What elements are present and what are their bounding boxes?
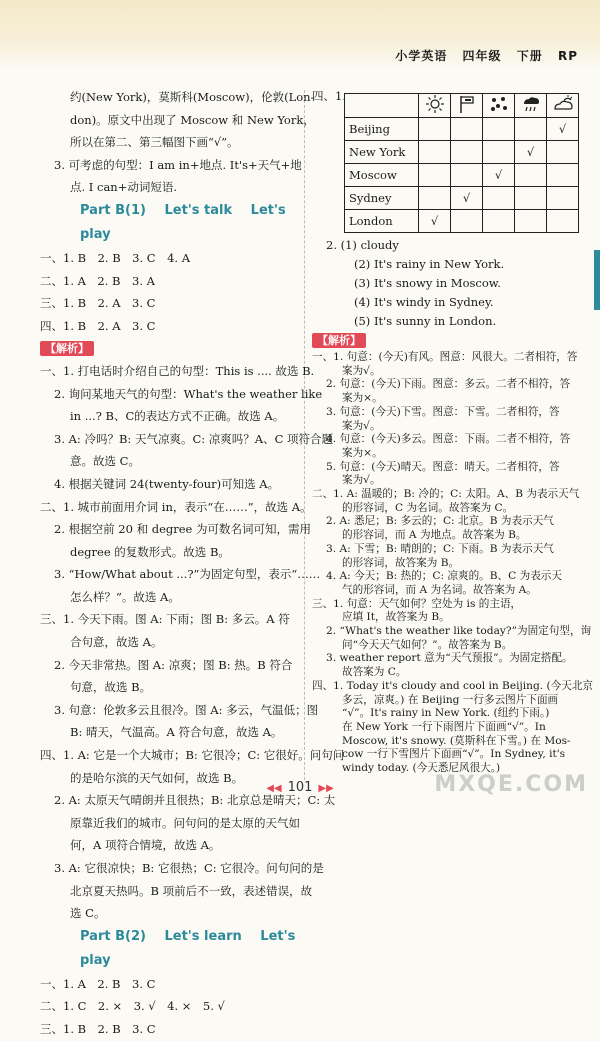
explanation-line: 三、1. 句意：天气如何？空处为 is 的主语， [312, 597, 522, 610]
explanation-line: 2. A: 太原天气晴朗并且很热；B: 北京总是晴天；C: 太 [54, 793, 336, 808]
part-name: Part B(1) [80, 202, 146, 218]
part-topic: Let's talk [164, 202, 233, 218]
mark-cell [483, 210, 515, 233]
explanation-line: 5. 句意：(今天)晴天。图意：晴天。二者相符，答 [326, 460, 560, 473]
table-row [345, 210, 579, 233]
table-header-row [345, 94, 579, 118]
book-header [385, 47, 578, 64]
answer-line: (4) It's windy in Sydney. [354, 295, 494, 309]
table-row [345, 164, 579, 187]
answer-line: 二、1. A 2. B 3. A [40, 273, 155, 288]
explanation-line: 3. A: 冷吗？B: 天气凉爽。C: 凉爽吗？A、C 项符合题 [54, 431, 334, 446]
city-name: New York [345, 141, 419, 164]
mark-cell [547, 141, 579, 164]
intro-line: 3. 可考虑的句型：I am in+地点. It's+天气+地 [54, 157, 302, 172]
explanation-line: 的形容词，而 A 为地点。故答案为 B。 [342, 529, 527, 542]
intro-line: don)。原文中出现了 Moscow 和 New York， [70, 112, 315, 127]
part-topic: Let's play [80, 928, 296, 968]
book-subject: 小学英语 [395, 49, 448, 63]
mark-cell [515, 210, 547, 233]
answer-line: 一、1. B 2. B 3. C 4. A [40, 250, 191, 265]
book-grade: 四年级 [462, 49, 502, 63]
explanation-line: 怎么样？”。故选 A。 [70, 589, 180, 604]
explanation-line: 2. 询问某地天气的句型：What's the weather like [54, 386, 323, 401]
explanation-line: 故答案为 C。 [342, 666, 407, 679]
analysis-badge: 【 解析 】 [312, 333, 366, 348]
mark-cell [451, 118, 483, 141]
table-row [345, 141, 579, 164]
part-b1-heading [40, 199, 300, 247]
mark-cell [419, 187, 451, 210]
windy-icon [451, 94, 483, 118]
explanation-line: 选 C。 [70, 906, 106, 921]
explanation-line: 气的形容词，而 A 为名词。故答案为 A。 [342, 583, 537, 596]
explanation-line: degree 的复数形式。故选 B。 [70, 544, 230, 559]
explanation-line: 案为×。 [342, 446, 383, 459]
part-topic: Let's play [80, 202, 286, 242]
answer-line: 一、1. A 2. B 3. C [40, 976, 156, 991]
explanation-line: 问“今天天气如何？”。故答案为 B。 [342, 638, 513, 651]
city-name: Moscow [345, 164, 419, 187]
left-column [40, 86, 345, 1041]
explanation-line: in ...? B、C的表达方式不正确。故选 A。 [70, 409, 285, 424]
table-row [345, 187, 579, 210]
answer-line: (2) It's rainy in New York. [354, 257, 505, 271]
explanation-line: 二、1. A: 温暖的；B: 冷的；C: 太阳。A、B 为表示天气 [312, 488, 580, 501]
watermark: MXQE.COM [434, 772, 588, 797]
explanation-line: 3. 句意：伦敦多云且很冷。图 A: 多云，气温低；图 [54, 702, 319, 717]
page-number-text: 101 [287, 780, 313, 795]
explanation-line: 的形容词，C 为名词。故答案为 C。 [342, 501, 514, 514]
explanation-line: 的是哈尔滨的天气如何，故选 B。 [70, 770, 244, 785]
explanation-line: 多云，凉爽。) 在 Beijing 一行多云图片下面画 [342, 693, 559, 706]
explanation-line: 3. weather report 意为“天气预报”。为固定搭配。 [326, 652, 573, 665]
explanation-line: 3. A: 它很凉快；B: 它很热；C: 它很冷。问句问的是 [54, 861, 324, 875]
cloudy-icon [547, 94, 579, 118]
answer-line: 三、1. B 2. A 3. C [40, 296, 156, 311]
explanation-line: 北京夏天热吗。B 项前后不一致，表述错误，故 [70, 883, 313, 898]
city-name: London [345, 210, 419, 233]
mark-cell [483, 118, 515, 141]
explanation-line: 四、1. Today it's cloudy and cool in Beijing. (今天北京 [312, 679, 594, 692]
answer-line: 二、1. C 2. × 3. √ 4. × 5. √ [40, 999, 225, 1014]
explanation-line: 何，A 项符合情境，故选 A。 [70, 838, 221, 853]
explanation-line: 案为×。 [342, 392, 383, 405]
book-volume: 下册 [516, 49, 543, 63]
right-column [312, 330, 594, 776]
weather-table [344, 93, 579, 233]
explanation-line: 原靠近我们的城市。问句问的是太原的天气如 [70, 815, 300, 830]
right-answers [312, 236, 577, 331]
mark-cell [547, 210, 579, 233]
explanation-line: 案为√。 [342, 474, 381, 487]
explanation-line: B: 晴天，气温高。A 符合句意，故选 A。 [70, 725, 283, 740]
explanation-line: 3. A: 下雪；B: 晴朗的；C: 下雨。B 为表示天气 [326, 542, 554, 555]
city-name: Sydney [345, 187, 419, 210]
explanation-line: 3. 句意：(今天)下雪。图意：下雪。二者相符，答 [326, 405, 560, 418]
mark-cell [419, 118, 451, 141]
answer-line: 三、1. B 2. B 3. C [40, 1021, 156, 1036]
explanation-line: 2. 根据空前 20 和 degree 为可数名词可知，需用 [54, 522, 312, 537]
table-row [345, 118, 579, 141]
explanation-line: 的形容词，故答案为 B。 [342, 556, 460, 569]
prev-arrows-icon: ◀◀ [266, 783, 282, 794]
mark-cell [515, 187, 547, 210]
mark-cell [451, 164, 483, 187]
mark-cell [547, 164, 579, 187]
city-name: Beijing [345, 118, 419, 141]
answer-line: (3) It's snowy in Moscow. [354, 276, 501, 290]
explanation-line: Moscow, it's snowy. (莫斯科在下雪。) 在 Mos- [342, 734, 571, 747]
intro-line: 点. I can+动词短语. [70, 180, 178, 195]
intro-line: 约(New York)，莫斯科(Moscow)，伦敦(Lon- [70, 90, 315, 104]
sunny-icon [419, 94, 451, 118]
explanation-line: windy today. (今天悉尼风很大。) [342, 762, 501, 775]
analysis-badge: 【 解析 】 [40, 341, 94, 356]
explanation-line: 一、1. 句意：(今天)有风。图意：风很大。二者相符，答 [312, 351, 578, 363]
mark-cell [419, 164, 451, 187]
answer-line: 四、1. B 2. A 3. C [40, 318, 156, 333]
intro-line: 所以在第二、第三幅图下画“√”。 [70, 135, 239, 150]
explanation-line: 应填 It，故答案为 B。 [342, 611, 450, 624]
explanation-line: 2. 句意：(今天)下雨。图意：多云。二者不相符，答 [326, 378, 571, 391]
explanation-line: 2. 今天非常热。图 A: 凉爽；图 B: 热。B 符合 [54, 657, 293, 672]
mark-cell: √ [547, 118, 579, 141]
explanation-line: 案为√。 [342, 364, 381, 377]
mark-cell [515, 118, 547, 141]
snowy-icon [483, 94, 515, 118]
explanation-line: cow 一行下雪图片下面画“√”。In Sydney, it's [342, 748, 566, 761]
mark-cell [515, 164, 547, 187]
explanation-line: 四、1. A: 它是一个大城市；B: 它很冷；C: 它很好。问句问 [40, 748, 345, 763]
explanation-line: 二、1. 城市前面用介词 in，表示“在……”，故选 A。 [40, 499, 312, 514]
part-topic: Let's learn [164, 928, 242, 944]
rainy-icon [515, 94, 547, 118]
explanation-line: 4. 根据关键词 24(twenty-four)可知选 A。 [54, 476, 280, 491]
mark-cell: √ [419, 210, 451, 233]
explanation-line: 2. “What's the weather like today?”为固定句型，询 [326, 625, 592, 638]
explanation-line: 4. 句意：(今天)多云。图意：下雨。二者不相符，答 [326, 433, 571, 446]
explanation-line: 3. “How/What about ...?”为固定句型，表示“…… [54, 567, 321, 582]
explanation-line: 三、1. 今天下雨。图 A: 下雨；图 B: 多云。A 符 [40, 612, 290, 627]
table-label: 四、1. [312, 89, 346, 103]
side-tab [594, 250, 600, 310]
answer-line: 2. (1) cloudy [326, 238, 399, 252]
mark-cell: √ [483, 164, 515, 187]
explanation-line: 一、1. 打电话时介绍自己的句型：This is .... 故选 B. [40, 363, 315, 378]
explanation-line: 在 New York 一行下雨图片下面画“√”。In [342, 720, 546, 733]
explanation-line: 案为√。 [342, 419, 381, 432]
mark-cell [451, 210, 483, 233]
explanation-line: 句意，故选 B。 [70, 680, 152, 695]
part-name: Part B(2) [80, 928, 146, 944]
part-b2-heading [40, 925, 300, 973]
mark-cell [419, 141, 451, 164]
explanation-line: 4. A: 今天；B: 热的；C: 凉爽的。B、C 为表示天 [326, 570, 562, 583]
mark-cell [451, 141, 483, 164]
explanation-line: 意。故选 C。 [70, 454, 140, 469]
explanation-line: 2. A: 悉尼；B: 多云的；C: 北京。B 为表示天气 [326, 515, 554, 528]
next-arrows-icon: ▶▶ [318, 783, 334, 794]
mark-cell [483, 141, 515, 164]
mark-cell: √ [451, 187, 483, 210]
explanation-line: “√”。It's rainy in New York. (纽约下雨。) [342, 707, 550, 720]
explanation-line: 合句意，故选 A。 [70, 635, 163, 650]
book-edition: RP [557, 49, 578, 63]
answer-line: (5) It's sunny in London. [354, 314, 497, 328]
mark-cell [547, 187, 579, 210]
mark-cell: √ [515, 141, 547, 164]
mark-cell [483, 187, 515, 210]
